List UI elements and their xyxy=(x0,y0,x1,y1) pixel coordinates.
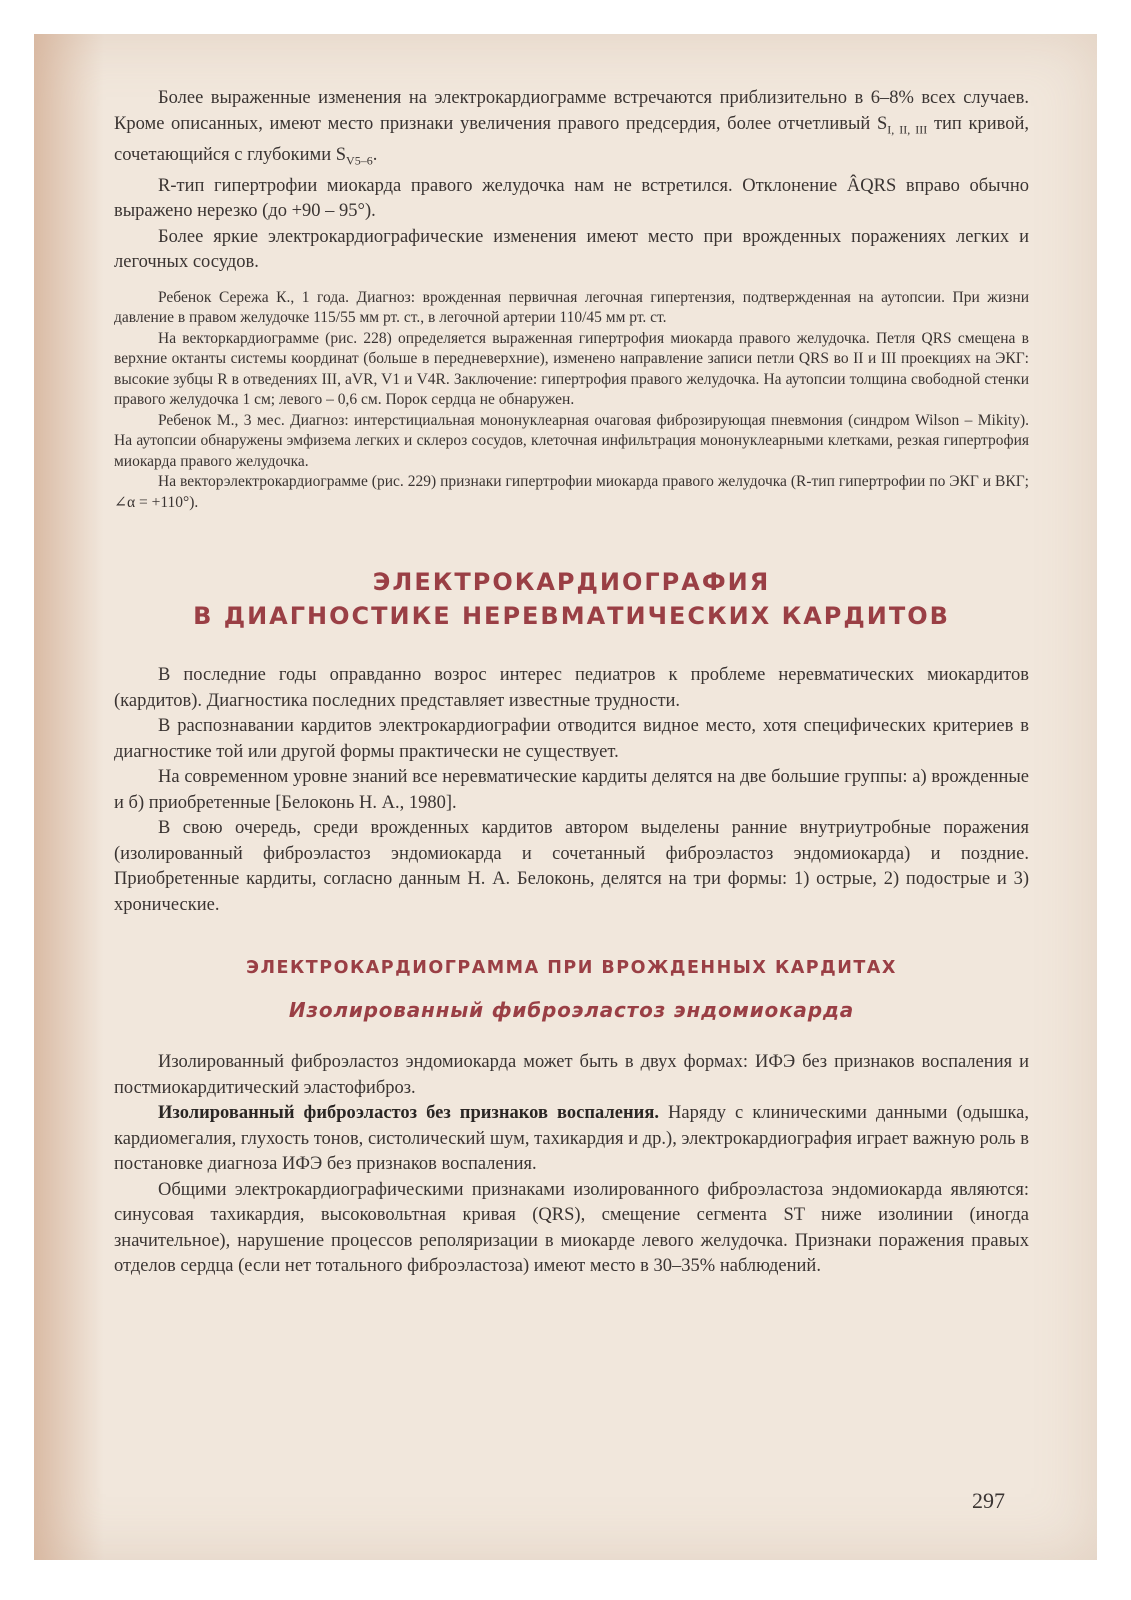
section-intro xyxy=(114,663,1029,918)
paragraph: В свою очередь, среди врожденных кардитов автором выделены ранние внутриутробные поражения (изолированный фиброэластоз эндомиокарда и сочетанный фиброэластоз эндомиокарда) и поздние. Приобретенные кардиты, согласно данным Н. А. Белоконь, делятся на три формы: 1) острые, 2) подострые и 3) хронические. xyxy=(114,818,1029,915)
run-in-heading: Изолированный фиброэластоз без признаков воспаления. xyxy=(158,1103,659,1124)
subsection-heading: ЭЛЕКТРОКАРДИОГРАММА ПРИ ВРОЖДЕННЫХ КАРДИТАХ xyxy=(246,958,897,979)
subsection-body xyxy=(114,1050,1029,1280)
paragraph: Более яркие электрокардиографические изменения имеют место при врожденных поражениях легких и легочных сосудов. xyxy=(114,226,1029,273)
book-page xyxy=(34,34,1097,1560)
paragraph: Более выраженные изменения на электрокардиограмме встречаются приблизительно в 6–8% всех случаев. Кроме описанных, имеют место признаки увеличения правого предсердия, более отчетливый $S_{I, II, III}$ тип кривой, сочетающийся с глубокими $S_{V5-6}$. xyxy=(114,88,1029,168)
section-heading: ЭЛЕКТРОКАРДИОГРАФИЯ В ДИАГНОСТИКЕ НЕРЕВМАТИЧЕСКИХ КАРДИТОВ xyxy=(193,568,950,631)
paragraph: Общими электрокардиографическими признаками изолированного фиброэластоза эндомиокарда являются: синусовая тахикардия, высоковольтная кривая (QRS), смещение сегмента ST ниже изолинии (иногда значительное), нарушение процессов реполяризации в миокарде левого желудочка. Признаки поражения правых отделов сердца (если нет тотального фиброэластоза) имеют место в 30–35% наблюдений. xyxy=(114,1179,1029,1277)
case-paragraph: Ребенок Сережа К., 1 года. Диагноз: врожденная первичная легочная гипертензия, подтвержденная на аутопсии. При жизни давление в правом желудочке 115/55 мм рт. ст., в легочной артерии 110/45 мм рт. ст. xyxy=(114,288,1029,327)
paragraph: Изолированный фиброэластоз эндомиокарда может быть в двух формах: ИФЭ без признаков воспаления и постмиокардитический эластофиброз. xyxy=(114,1052,1029,1098)
paragraph: В последние годы оправданно возрос интерес педиатров к проблеме неревматических миокардитов (кардитов). Диагностика последних представляет известные трудности. xyxy=(114,665,1029,711)
case-block xyxy=(114,288,1029,514)
case-paragraph: Ребенок М., 3 мес. Диагноз: интерстициальная мононуклеарная очаговая фиброзирующая пневмония (синдром Wilson – Mikity). На аутопсии обнаружены эмфизема легких и склероз сосудов, клеточная инфильтрация мононуклеарными клетками, резкая гипертрофия миокарда правого желудочка. xyxy=(114,411,1029,470)
case-paragraph: На векторкардиограмме (рис. 228) определяется выраженная гипертрофия миокарда правого желудочка. Петля QRS смещена в верхние октанты системы координат (больше в передневерхние), изменено направление записи петли QRS во II и III проекциях на ЭКГ: высокие зубцы R в отведениях III, aVR, V1 и V4R. Заключение: гипертрофия правого желудочка. На аутопсии толщина свободной стенки правого желудочка 1 см; левого – 0,6 см. Порок сердца не обнаружен. xyxy=(114,329,1029,409)
page-content xyxy=(114,86,1029,1280)
page-number: 297 xyxy=(972,1488,1005,1513)
intro-block xyxy=(114,86,1029,276)
subsubsection-heading: Изолированный фиброэластоз эндомиокарда xyxy=(288,998,855,1023)
paragraph: В распознавании кардитов электрокардиографии отводится видное место, хотя специфических критериев в диагностике той или другой формы практически не существует. xyxy=(114,716,1029,762)
paragraph: R-тип гипертрофии миокарда правого желудочка нам не встретился. Отклонение ÂQRS вправо обычно выражено нерезко (до +90 – 95°). xyxy=(114,175,1029,222)
page-shadow xyxy=(34,34,104,1560)
paragraph: Изолированный фиброэластоз без признаков воспаления. Наряду с клиническими данными (одышка, кардиомегалия, глухость тонов, систолический шум, тахикардия и др.), электрокардиография играет важную роль в постановке диагноза ИФЭ без признаков воспаления. xyxy=(114,1103,1029,1175)
paragraph: На современном уровне знаний все неревматические кардиты делятся на две большие группы: а) врожденные и б) приобретенные [Белоконь Н. А., 1980]. xyxy=(114,767,1029,813)
case-paragraph: На векторэлектрокардиограмме (рис. 229) признаки гипертрофии миокарда правого желудочка (R-тип гипертрофии по ЭКГ и ВКГ; ∠α = +110°). xyxy=(114,473,1029,511)
